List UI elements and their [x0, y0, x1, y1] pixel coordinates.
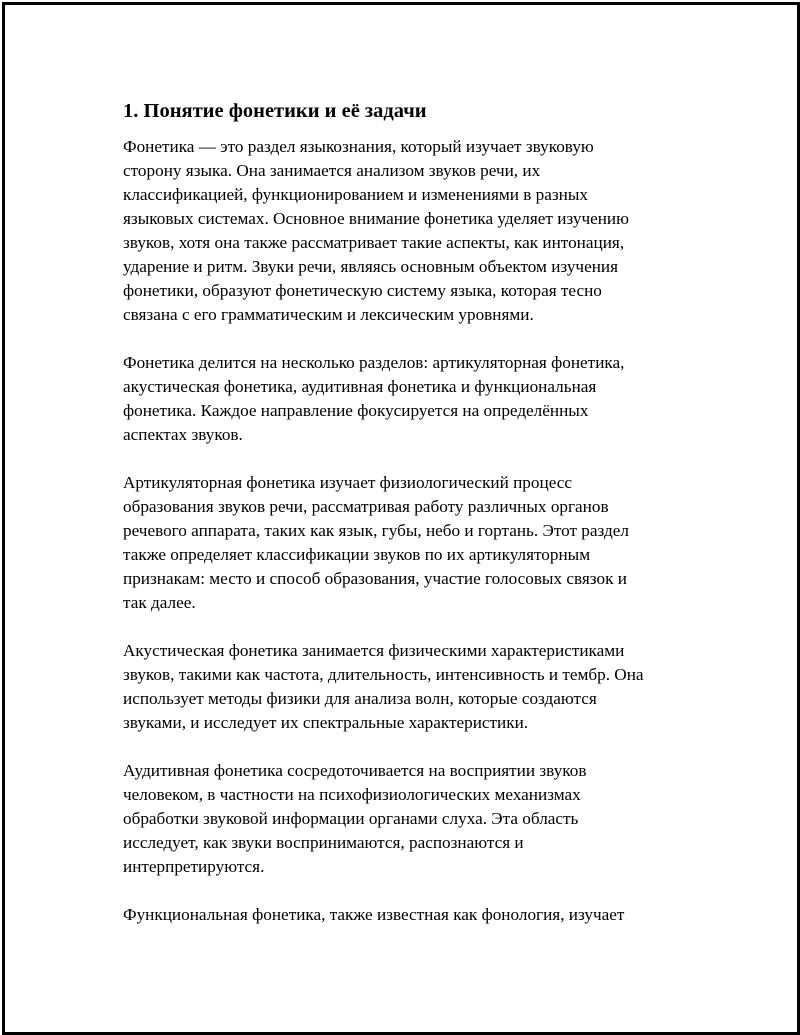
text-line: так далее.: [123, 593, 196, 612]
text-line: человеком, в частности на психофизиологических механизмах: [123, 785, 581, 804]
text-line: также определяет классификации звуков по их артикуляторным: [123, 545, 591, 564]
page-frame: [2, 2, 800, 1035]
text-line: звуков, хотя она также рассматривает такие аспекты, как интонация,: [123, 233, 625, 252]
text-line: Фонетика делится на несколько разделов: артикуляторная фонетика,: [123, 353, 625, 372]
text-line: сторону языка. Она занимается анализом звуков речи, их: [123, 161, 541, 180]
text-line: речевого аппарата, таких как язык, губы, небо и гортань. Этот раздел: [123, 521, 629, 540]
text-line: звуков, такими как частота, длительность, интенсивность и тембр. Она: [123, 665, 644, 684]
paragraph-articulatory: [123, 471, 693, 615]
text-line: акустическая фонетика, аудитивная фонетика и функциональная: [123, 377, 597, 396]
paragraph-auditory: [123, 759, 693, 879]
text-line: языковых системах. Основное внимание фонетика уделяет изучению: [123, 209, 629, 228]
text-line: исследует, как звуки воспринимаются, распознаются и: [123, 833, 524, 852]
paragraph-sections: [123, 351, 693, 447]
text-line: фонетики, образуют фонетическую систему языка, которая тесно: [123, 281, 602, 300]
text-line: Артикуляторная фонетика изучает физиологический процесс: [123, 473, 573, 492]
document-body: [123, 97, 693, 927]
text-line: образования звуков речи, рассматривая работу различных органов: [123, 497, 609, 516]
text-line: аспектах звуков.: [123, 425, 243, 444]
text-line: признакам: место и способ образования, участие голосовых связок и: [123, 569, 627, 588]
text-line: Фонетика — это раздел языкознания, который изучает звуковую: [123, 137, 594, 156]
text-line: связана с его грамматическим и лексическим уровнями.: [123, 305, 534, 324]
text-line: звуками, и исследует их спектральные характеристики.: [123, 713, 529, 732]
text-line: использует методы физики для анализа волн, которые создаются: [123, 689, 597, 708]
text-line: классификацией, функционированием и изменениями в разных: [123, 185, 589, 204]
text-line: ударение и ритм. Звуки речи, являясь основным объектом изучения: [123, 257, 618, 276]
paragraph-functional: [123, 903, 693, 927]
text-line: Функциональная фонетика, также известная как фонология, изучает: [123, 905, 625, 924]
text-line: фонетика. Каждое направление фокусируется на определённых: [123, 401, 589, 420]
text-line: интерпретируются.: [123, 857, 265, 876]
text-line: обработки звуковой информации органами слуха. Эта область: [123, 809, 579, 828]
section-heading: 1. Понятие фонетики и её задачи: [123, 100, 427, 122]
paragraph-definition: [123, 135, 693, 327]
paragraph-acoustic: [123, 639, 693, 735]
text-line: Аудитивная фонетика сосредоточивается на восприятии звуков: [123, 761, 587, 780]
text-line: Акустическая фонетика занимается физическими характеристиками: [123, 641, 625, 660]
